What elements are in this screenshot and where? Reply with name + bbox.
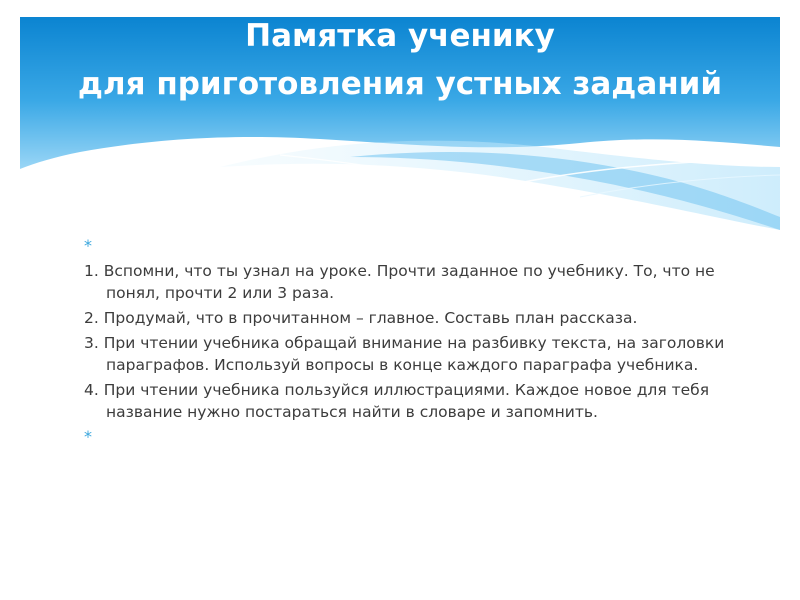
bullet-star-icon: * [84, 236, 92, 255]
list-item-1: 1. Вспомни, что ты узнал на уроке. Прочти заданное по учебнику. То, что не понял, прочти 2 или 3 раза. [84, 262, 715, 302]
instruction-list [84, 235, 734, 451]
slide-title [20, 12, 780, 108]
list-item-4: 4. При чтении учебника пользуйся иллюстрациями. Каждое новое для тебя название нужно постараться найти в словаре и запомнить. [84, 381, 710, 421]
bullet-star-icon: * [84, 427, 92, 446]
list-item-2: 2. Продумай, что в прочитанном – главное. Составь план рассказа. [84, 309, 638, 327]
title-line-1: Памятка ученику [245, 18, 555, 54]
list-item-3: 3. При чтении учебника обращай внимание на разбивку текста, на заголовки параграфов. Используй вопросы в конце каждого параграфа учебника. [84, 334, 725, 374]
title-line-2: для приготовления устных заданий [77, 66, 723, 102]
